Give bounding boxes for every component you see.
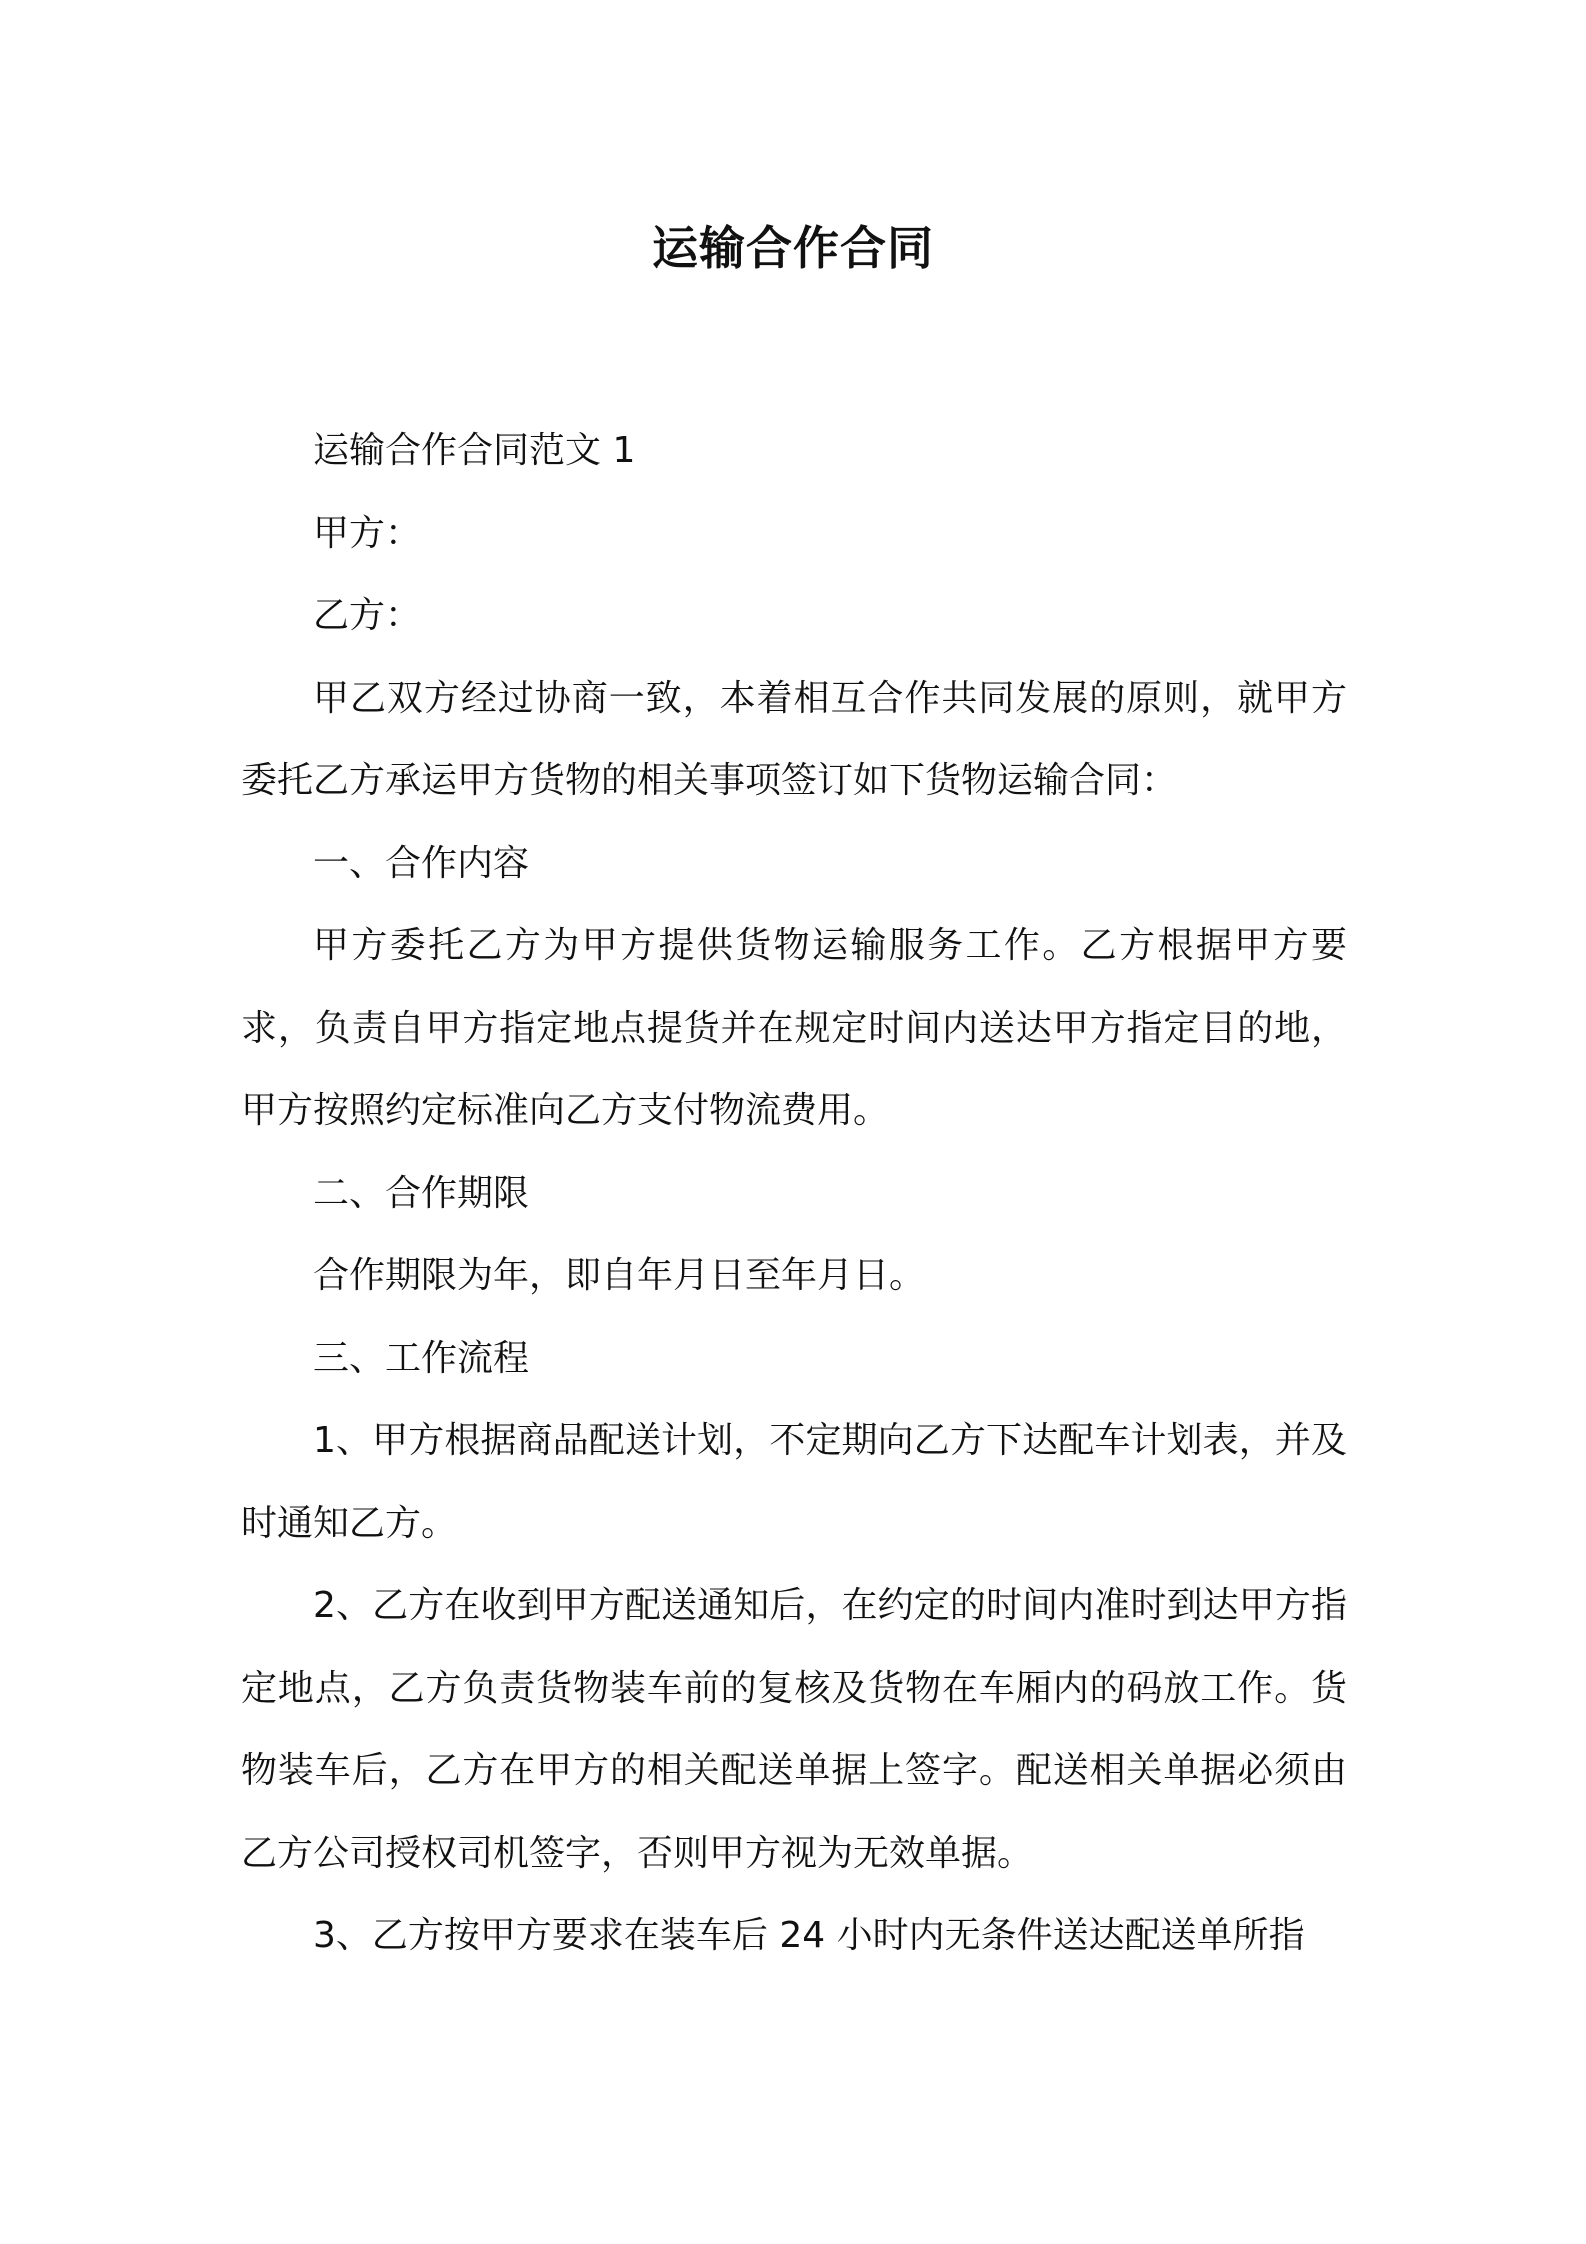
paragraph-cooperation-term: 合作期限为年，即自年月日至年月日。 bbox=[313, 1255, 926, 1296]
section-heading-workflow: 三、工作流程 bbox=[313, 1337, 530, 1379]
section-heading-cooperation-term: 二、合作期限 bbox=[313, 1172, 530, 1214]
section-heading-cooperation-content: 一、合作内容 bbox=[313, 842, 530, 884]
paragraph-cooperation-content: 甲方委托乙方为甲方提供货物运输服务工作。乙方根据甲方要求，负责自甲方指定地点提货并在规定时间内送达甲方指定目的地，甲方按照约定标准向乙方支付物流费用。 bbox=[241, 925, 1347, 1131]
document-title: 运输合作合同 bbox=[652, 221, 934, 275]
paragraph-subtitle: 运输合作合同范文 1 bbox=[313, 430, 636, 471]
paragraph-preamble: 甲乙双方经过协商一致，本着相互合作共同发展的原则，就甲方委托乙方承运甲方货物的相关事项签订如下货物运输合同： bbox=[241, 677, 1347, 801]
paragraph-workflow-item-2: 2、乙方在收到甲方配送通知后，在约定的时间内准时到达甲方指定地点，乙方负责货物装车前的复核及货物在车厢内的码放工作。货物装车后，乙方在甲方的相关配送单据上签字。配送相关单据必须由乙方公司授权司机签字，否则甲方视为无效单据。 bbox=[241, 1585, 1347, 1874]
document-body bbox=[241, 410, 1347, 1978]
paragraph-party-b: 乙方： bbox=[313, 595, 422, 636]
paragraph-workflow-item-3: 3、乙方按甲方要求在装车后 24 小时内无条件送达配送单所指 bbox=[313, 1915, 1305, 1956]
paragraph-workflow-item-1: 1、甲方根据商品配送计划，不定期向乙方下达配车计划表，并及时通知乙方。 bbox=[241, 1420, 1347, 1544]
paragraph-party-a: 甲方： bbox=[313, 512, 422, 554]
